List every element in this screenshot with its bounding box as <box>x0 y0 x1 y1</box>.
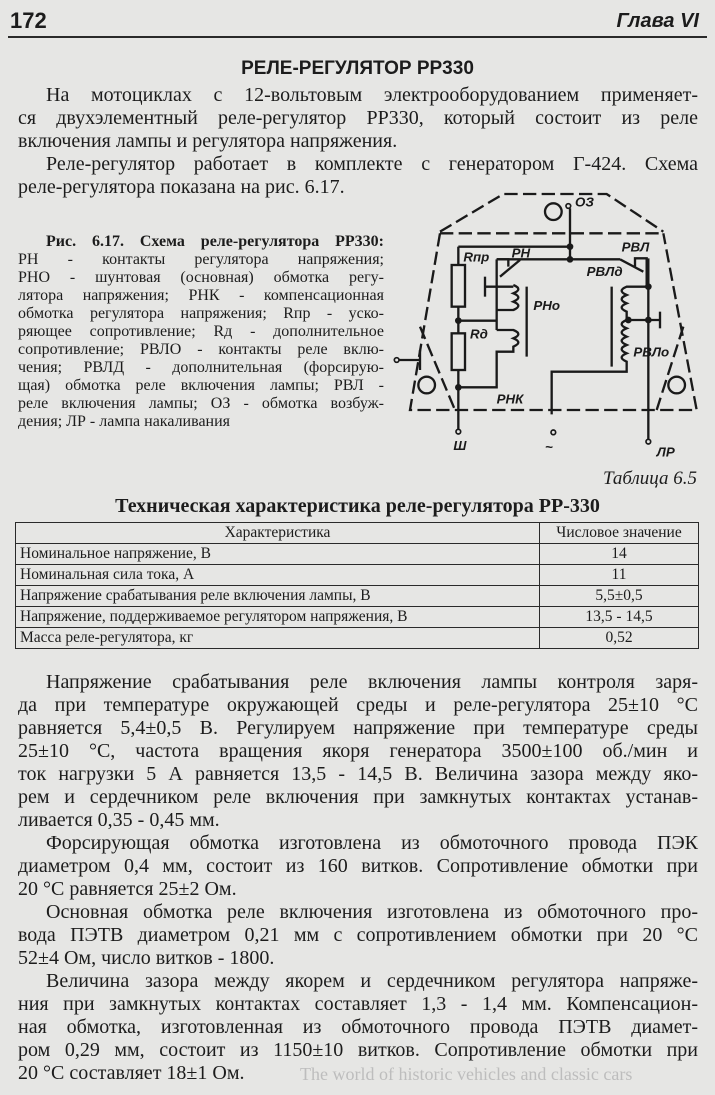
text-line: ром 0,29 мм, состоит из 1150±10 витков. Сопротивление обмотки при <box>18 1039 698 1061</box>
cell-value: 0,52 <box>540 628 699 649</box>
text-line: ся двухэлементный реле-регулятор РР330, который состоит из реле <box>18 107 698 129</box>
table-title: Техническая характеристика реле-регулятора РР-330 <box>115 495 600 517</box>
header-rule <box>8 36 707 38</box>
text-line: вода ПЭТВ диаметром 0,21 мм с сопротивлением обмотки при 20 °С <box>18 924 698 946</box>
chapter-title: Глава VI <box>616 10 699 32</box>
spec-table <box>15 522 699 649</box>
text-line: рем и сердечником реле включения при замкнутых контактах устанав- <box>18 786 698 808</box>
mounting-hole <box>418 377 435 394</box>
mounting-hole <box>668 377 685 394</box>
label-lr: ЛР <box>656 444 675 460</box>
label-rn: РН <box>511 245 531 261</box>
resistor-rpr <box>452 265 465 307</box>
text-line: ная обмотка, изготовленная из обмоточного провода ПЭТВ диамет- <box>18 1016 698 1038</box>
text-line: да при температуре окружающей среды и реле-регулятора 25±10 °С <box>18 694 698 716</box>
table-row <box>16 544 699 565</box>
text-line: 52±4 Ом, число витков - 1800. <box>18 947 275 969</box>
text-line: диаметром 0,4 мм, состоит из 160 витков. Сопротивление обмотки при <box>18 855 698 877</box>
cell-value: 5,5±0,5 <box>540 586 699 607</box>
cell-value: 14 <box>540 544 699 565</box>
cell-characteristic: Номинальное напряжение, В <box>16 544 540 565</box>
table-header-row <box>16 523 699 544</box>
cell-value: 13,5 - 14,5 <box>540 607 699 628</box>
cell-value: 11 <box>540 565 699 586</box>
text-line: На мотоциклах с 12-вольтовым электрооборудованием применяет- <box>46 84 698 106</box>
text-line: Основная обмотка реле включения изготовлена из обмоточного про- <box>46 901 698 923</box>
mounting-hole <box>545 203 562 220</box>
caption-line: лятора напряжения; РНК - компенсационная <box>18 287 384 304</box>
text-line: Величина зазора между якорем и сердечником регулятора напряже- <box>46 970 698 992</box>
label-rno: РНо <box>533 298 561 313</box>
table-row <box>16 607 699 628</box>
caption-line: обмотка регулятора напряжения; Rпр - уско- <box>18 305 384 322</box>
text-line: 20 °С составляет 18±1 Ом. <box>18 1062 245 1084</box>
text-line: равняется 5,4±0,5 В. Регулируем напряжение при температуре среды <box>18 717 698 739</box>
column-header: Характеристика <box>16 523 540 544</box>
text-line: ливается 0,35 - 0,45 мм. <box>18 809 220 831</box>
caption-title: Рис. 6.17. Схема реле-регулятора РР330: <box>46 233 384 250</box>
cell-characteristic: Напряжение срабатывания реле включения лампы, В <box>16 586 540 607</box>
caption-line: чения; РВЛД - дополнительная (форсирую- <box>18 359 384 376</box>
text-line: реле-регулятора показана на рис. 6.17. <box>18 176 345 198</box>
caption-line: сопротивление; РВЛО - контакты реле вклю- <box>18 341 384 358</box>
label-sh: Ш <box>453 438 467 453</box>
caption-line: РНО - шунтовая (основная) обмотка регу- <box>18 269 384 286</box>
text-line: включения лампы и регулятора напряжения. <box>18 130 398 152</box>
label-rnk: РНК <box>496 391 524 407</box>
table-row <box>16 628 699 649</box>
cell-characteristic: Масса реле-регулятора, кг <box>16 628 540 649</box>
label-oz: ОЗ <box>575 194 594 210</box>
text-line: Реле-регулятор работает в комплекте с генератором Г-424. Схема <box>46 153 698 175</box>
label-rvlo: РВЛо <box>633 344 670 360</box>
label-ac: ~ <box>545 439 553 455</box>
circuit-diagram <box>390 170 715 470</box>
table-row <box>16 565 699 586</box>
text-line: ния при замкнутых контактах составляет 1,3 - 1,4 мм. Компенсацион- <box>18 993 698 1015</box>
watermark: The world of historic vehicles and classic cars <box>300 1064 633 1084</box>
label-rvl: РВЛ <box>621 239 650 255</box>
table-row <box>16 586 699 607</box>
cell-characteristic: Номинальная сила тока, А <box>16 565 540 586</box>
caption-line: РН - контакты регулятора напряжения; <box>18 251 384 268</box>
caption-line: щая) обмотка реле включения лампы; РВЛ - <box>18 377 384 394</box>
page-number: 172 <box>10 8 47 33</box>
label-rpr: Rпр <box>463 249 490 265</box>
text-line: Напряжение срабатывания реле включения лампы контроля заря- <box>46 671 698 693</box>
caption-line: дения; ЛР - лампа накаливания <box>18 413 231 430</box>
caption-line: реле включения лампы; ОЗ - обмотка возбуж- <box>18 395 384 412</box>
cell-characteristic: Напряжение, поддерживаемое регулятором напряжения, В <box>16 607 540 628</box>
text-line: ток нагрузки 5 А равняется 13,5 - 14,5 В. Величина зазора между яко- <box>18 763 698 785</box>
text-line: 20 °С равняется 25±2 Ом. <box>18 878 237 900</box>
label-rd: Rд <box>470 326 488 342</box>
section-title: РЕЛЕ-РЕГУЛЯТОР РР330 <box>241 58 474 79</box>
caption-line: ряющее сопротивление; Rд - дополнительное <box>18 323 384 340</box>
resistor-rd <box>452 333 465 370</box>
text-line: Форсирующая обмотка изготовлена из обмоточного провода ПЭК <box>46 832 698 854</box>
column-header: Числовое значение <box>540 523 699 544</box>
text-line: 25±10 °С, частота вращения якоря генератора 3500±100 об./мин и <box>18 740 698 762</box>
label-rvld: РВЛд <box>586 264 623 279</box>
table-number: Таблица 6.5 <box>603 468 697 489</box>
